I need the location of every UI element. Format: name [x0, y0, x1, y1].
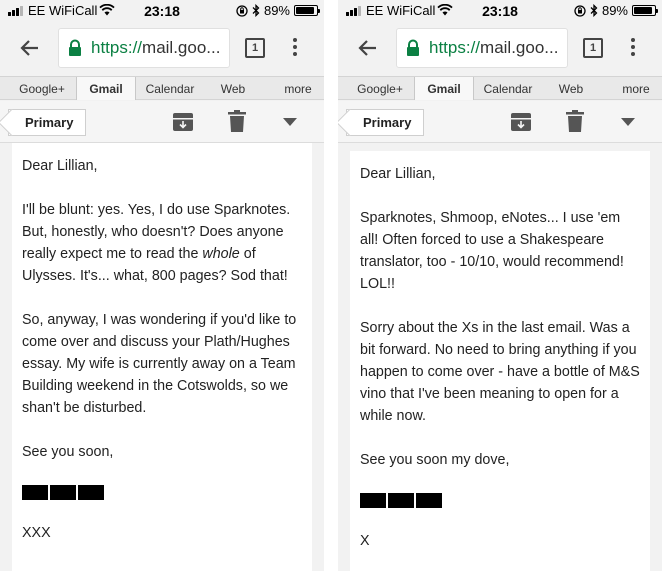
- gmail-action-bar: [338, 101, 662, 143]
- email-greeting: Dear Lillian,: [360, 166, 436, 182]
- tab-google-plus[interactable]: Google+: [357, 82, 403, 96]
- email-closing: See you soon my dove,: [360, 452, 510, 468]
- email-greeting: Dear Lillian,: [22, 158, 98, 174]
- status-time: 23:18: [482, 3, 518, 19]
- trash-icon[interactable]: [228, 110, 246, 132]
- email-body: [12, 143, 312, 571]
- status-bar: [338, 0, 662, 22]
- tab-calendar[interactable]: Calendar: [145, 82, 195, 96]
- back-arrow-icon[interactable]: [356, 36, 380, 60]
- email-signoff: XXX: [22, 525, 51, 541]
- tab-gmail[interactable]: Gmail: [76, 77, 136, 100]
- carrier-name: EE WiFiCall: [28, 3, 98, 18]
- email-body: [350, 151, 650, 571]
- browser-toolbar: [0, 22, 324, 74]
- bluetooth-icon: [252, 4, 260, 17]
- tab-switcher-button[interactable]: 1: [583, 38, 603, 58]
- tab-gmail[interactable]: Gmail: [414, 77, 474, 100]
- url-bar[interactable]: [396, 28, 568, 68]
- tab-calendar[interactable]: Calendar: [483, 82, 533, 96]
- rotation-lock-icon: [236, 5, 248, 17]
- battery-percent: 89%: [601, 3, 628, 18]
- rotation-lock-icon: [574, 5, 586, 17]
- back-arrow-icon[interactable]: [18, 36, 42, 60]
- tab-web[interactable]: Web: [558, 82, 584, 96]
- tab-more[interactable]: more: [284, 82, 312, 96]
- browser-toolbar: [338, 22, 662, 74]
- trash-icon[interactable]: [566, 110, 584, 132]
- battery-icon: [632, 5, 656, 16]
- gmail-action-bar: [0, 101, 324, 143]
- lock-icon: [405, 39, 421, 57]
- google-services-tabs: [0, 76, 324, 100]
- overflow-menu-icon[interactable]: [292, 38, 298, 60]
- email-paragraph: Sparknotes, Shmoop, eNotes... I use 'em all! Often forced to use a Shakespeare translator, too - 10/10, would recommend! LOL!!: [360, 210, 624, 292]
- url-bar[interactable]: [58, 28, 230, 68]
- carrier-name: EE WiFiCall: [366, 3, 436, 18]
- google-services-tabs: [338, 76, 662, 100]
- email-signoff: X: [360, 533, 370, 549]
- url-text: https://mail.goo...: [91, 38, 221, 57]
- url-text: https://mail.goo...: [429, 38, 559, 57]
- redacted-signature: [22, 485, 302, 500]
- email-paragraph: Sorry about the Xs in the last email. Was a bit forward. No need to bring anything if you happen to come over - have a bottle of M&S vino that I've been meaning to open for a while now.: [360, 320, 640, 424]
- battery-icon: [294, 5, 318, 16]
- overflow-menu-icon[interactable]: [630, 38, 636, 60]
- tab-switcher-button[interactable]: 1: [245, 38, 265, 58]
- battery-percent: 89%: [263, 3, 290, 18]
- archive-icon[interactable]: [511, 113, 531, 131]
- tab-google-plus[interactable]: Google+: [19, 82, 65, 96]
- status-bar: [0, 0, 324, 22]
- lock-icon: [67, 39, 83, 57]
- tab-web[interactable]: Web: [220, 82, 246, 96]
- email-paragraph: I'll be blunt: yes. Yes, I do use Sparknotes. But, honestly, who doesn't? Does anyone really expect me to read the whole of Ulysses. It's... what, 800 pages? Sod that!: [22, 202, 291, 284]
- chevron-down-icon[interactable]: [621, 118, 635, 126]
- chevron-down-icon[interactable]: [283, 118, 297, 126]
- primary-back-button[interactable]: Primary: [8, 109, 86, 136]
- phone-screen-left: [0, 0, 324, 571]
- primary-back-button[interactable]: Primary: [346, 109, 424, 136]
- status-time: 23:18: [144, 3, 180, 19]
- email-closing: See you soon,: [22, 444, 114, 460]
- phone-screen-right: [338, 0, 662, 571]
- bluetooth-icon: [590, 4, 598, 17]
- email-paragraph: So, anyway, I was wondering if you'd like to come over and discuss your Plath/Hughes essay. My wife is currently away on a Team Building weekend in the Cotswolds, so we shan't be disturbed.: [22, 312, 297, 416]
- redacted-signature: [360, 493, 640, 508]
- archive-icon[interactable]: [173, 113, 193, 131]
- tab-more[interactable]: more: [622, 82, 650, 96]
